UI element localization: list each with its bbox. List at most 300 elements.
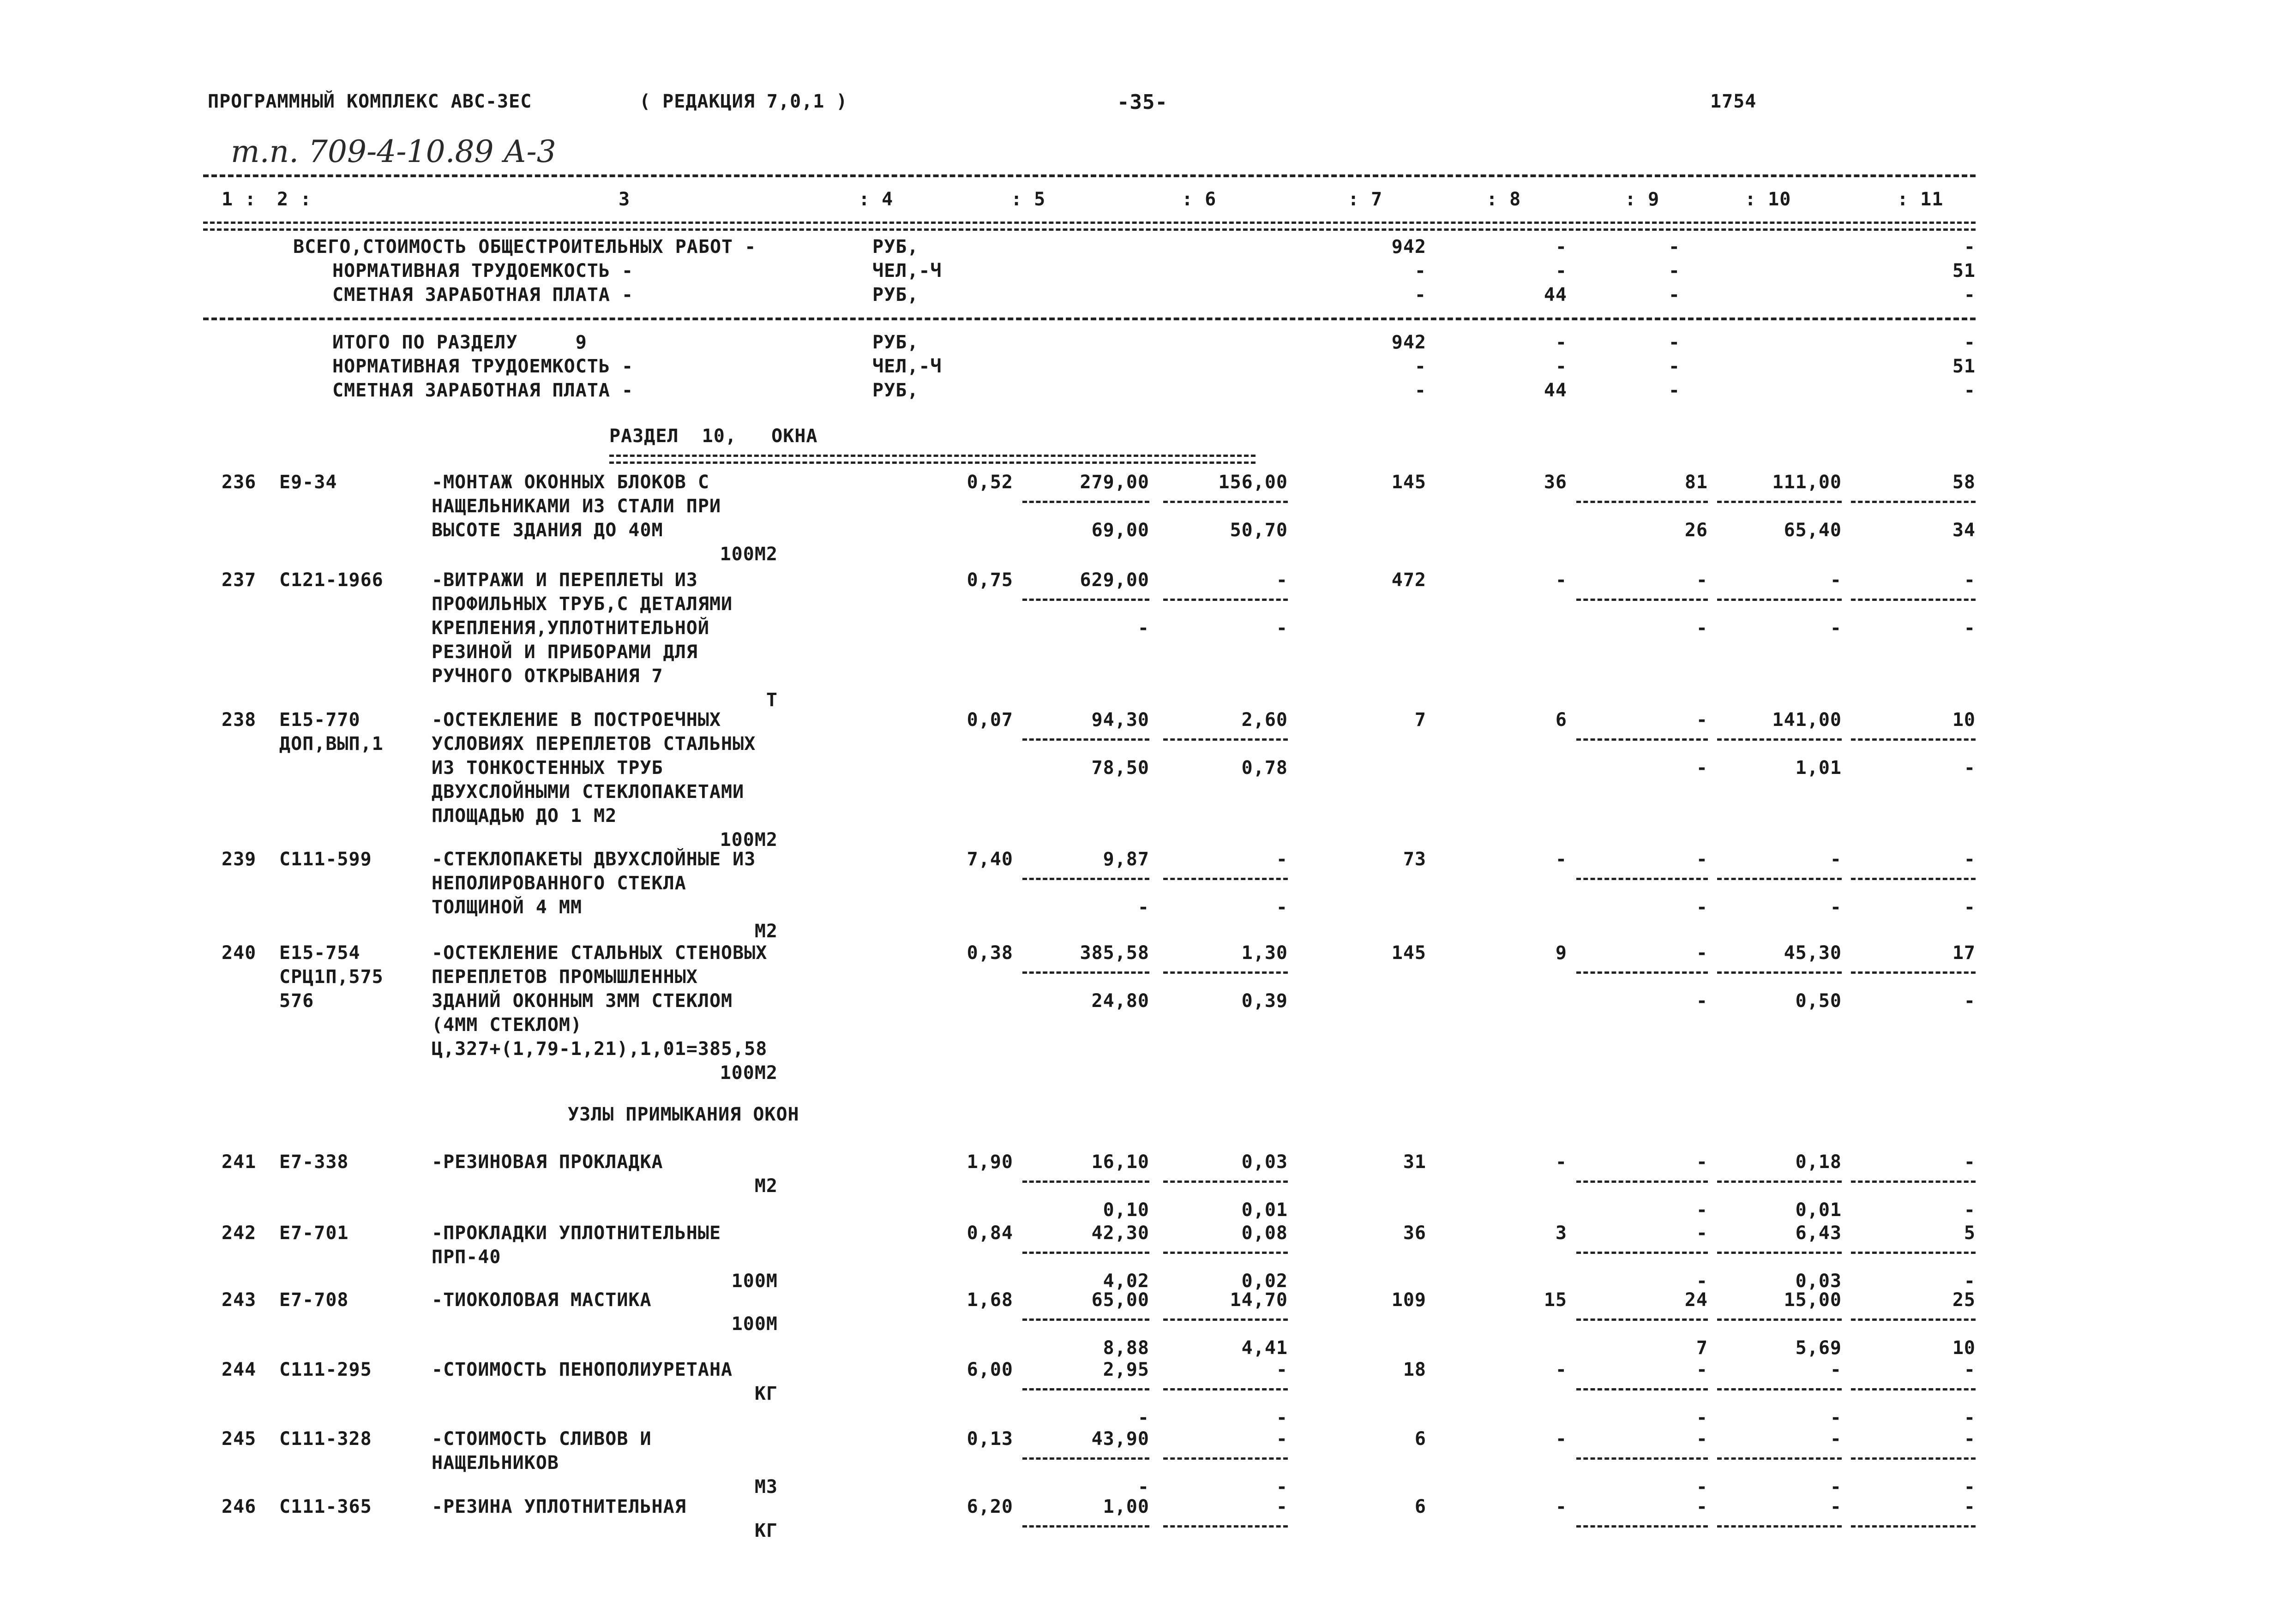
row-rule-c9 [1576, 1318, 1708, 1321]
row-description: -ВИТРАЖИ И ПЕРЕПЛЕТЫ ИЗ [432, 569, 698, 591]
row-rule-c11 [1851, 971, 1976, 974]
row-c11-lower: - [1964, 1270, 1976, 1292]
row-c10: - [1830, 1359, 1842, 1380]
row-code: СРЦ1П,575 [279, 966, 384, 988]
totals-label: НОРМАТИВНАЯ ТРУДОЕМКОСТЬ - [332, 356, 634, 377]
row-description: -СТЕКЛОПАКЕТЫ ДВУХСЛОЙНЫЕ ИЗ [432, 849, 756, 870]
row-quantity: 0,07 [967, 709, 1013, 731]
row-unit: 100М [731, 1313, 778, 1335]
row-c6-lower: 4,41 [1241, 1337, 1288, 1359]
row-c6-lower: - [1276, 1407, 1288, 1428]
row-description: ПЛОЩАДЬЮ ДО 1 М2 [432, 805, 617, 827]
row-c10-lower: 5,69 [1795, 1337, 1842, 1359]
row-c8: - [1555, 1496, 1567, 1517]
row-c8: - [1555, 1359, 1567, 1380]
column-header-11: : 11 [1897, 189, 1944, 210]
row-number: 246 [222, 1496, 257, 1517]
row-c8: - [1555, 569, 1567, 591]
row-description: ТОЛЩИНОЙ 4 ММ [432, 897, 583, 918]
totals-col8: - [1555, 260, 1567, 282]
totals-col8: - [1555, 356, 1567, 377]
row-rule-c5 [1022, 1181, 1149, 1183]
row-description: ИЗ ТОНКОСТЕННЫХ ТРУБ [432, 757, 663, 779]
row-number: 242 [222, 1222, 257, 1244]
row-rule-c6 [1163, 1525, 1288, 1528]
row-c5-lower: 78,50 [1091, 757, 1149, 779]
row-c9-lower: - [1696, 617, 1708, 639]
section-title-underline [609, 455, 1256, 464]
row-quantity: 6,00 [967, 1359, 1013, 1380]
totals-col11: - [1964, 236, 1976, 258]
row-description: -ТИОКОЛОВАЯ МАСТИКА [432, 1289, 652, 1311]
row-c5: 94,30 [1091, 709, 1149, 731]
totals-unit: РУБ, [872, 236, 919, 258]
totals-col9: - [1668, 236, 1680, 258]
column-header-2: 2 : [277, 189, 312, 210]
row-c9: - [1696, 709, 1708, 731]
row-number: 239 [222, 849, 257, 870]
row-description: НАЩЕЛЬНИКАМИ ИЗ СТАЛИ ПРИ [432, 496, 721, 517]
row-c11-lower: - [1964, 1476, 1976, 1498]
row-c11: 25 [1952, 1289, 1976, 1311]
row-c6: - [1276, 569, 1288, 591]
row-rule-c9 [1576, 1252, 1708, 1254]
totals-col8: - [1555, 332, 1567, 353]
row-c10-lower: 0,50 [1795, 990, 1842, 1012]
row-description: РЕЗИНОЙ И ПРИБОРАМИ ДЛЯ [432, 641, 698, 663]
row-c10-lower: - [1830, 1407, 1842, 1428]
row-c11: - [1964, 1496, 1976, 1517]
row-c5-lower: 24,80 [1091, 990, 1149, 1012]
row-c5-lower: 4,02 [1103, 1270, 1149, 1292]
row-rule-c6 [1163, 501, 1288, 503]
row-c6: 0,08 [1241, 1222, 1288, 1244]
row-unit: КГ [754, 1520, 778, 1541]
row-c5: 43,90 [1091, 1428, 1149, 1450]
row-c11-lower: - [1964, 897, 1976, 918]
row-rule-c10 [1717, 738, 1842, 741]
row-c6-lower: 0,78 [1241, 757, 1288, 779]
row-c9-lower: - [1696, 1199, 1708, 1221]
row-rule-c6 [1163, 1457, 1288, 1460]
row-description: УСЛОВИЯХ ПЕРЕПЛЕТОВ СТАЛЬНЫХ [432, 733, 756, 755]
totals-col8: 44 [1544, 284, 1567, 306]
row-c11: 10 [1952, 709, 1976, 731]
totals-col7: - [1414, 260, 1426, 282]
row-c5: 9,87 [1103, 849, 1149, 870]
row-rule-c10 [1717, 501, 1842, 503]
row-description: -РЕЗИНА УПЛОТНИТЕЛЬНАЯ [432, 1496, 686, 1517]
row-c7: 36 [1403, 1222, 1426, 1244]
row-c11: 5 [1964, 1222, 1976, 1244]
row-c10-lower: - [1830, 1476, 1842, 1498]
row-c9-lower: - [1696, 1476, 1708, 1498]
totals-col7: 942 [1391, 236, 1426, 258]
row-rule-c9 [1576, 738, 1708, 741]
row-c5-lower: 69,00 [1091, 520, 1149, 541]
row-c5-lower: 0,10 [1103, 1199, 1149, 1221]
totals-label: СМЕТНАЯ ЗАРАБОТНАЯ ПЛАТА - [332, 380, 634, 401]
row-c8: 3 [1555, 1222, 1567, 1244]
row-rule-c10 [1717, 1318, 1842, 1321]
row-description: -СТОИМОСТЬ СЛИВОВ И [432, 1428, 652, 1450]
row-rule-c11 [1851, 1181, 1976, 1183]
row-unit: 100М2 [720, 544, 778, 565]
row-quantity: 7,40 [967, 849, 1013, 870]
row-code: ДОП,ВЫП,1 [279, 733, 384, 755]
row-rule-c9 [1576, 1181, 1708, 1183]
row-rule-c10 [1717, 878, 1842, 880]
row-c6: - [1276, 1496, 1288, 1517]
row-rule-c6 [1163, 1252, 1288, 1254]
row-rule-c10 [1717, 1181, 1842, 1183]
row-c9-lower: - [1696, 897, 1708, 918]
row-unit: 100М2 [720, 829, 778, 851]
row-c5-lower: - [1137, 1407, 1149, 1428]
row-rule-c11 [1851, 1252, 1976, 1254]
row-c8: - [1555, 1428, 1567, 1450]
row-rule-c11 [1851, 1318, 1976, 1321]
row-rule-c10 [1717, 1525, 1842, 1528]
row-c10: 111,00 [1772, 472, 1842, 493]
row-c8: - [1555, 849, 1567, 870]
row-c9: - [1696, 1222, 1708, 1244]
row-c7: 7 [1414, 709, 1426, 731]
section-title: РАЗДЕЛ 10, ОКНА [609, 425, 818, 447]
row-code: Е9-34 [279, 472, 337, 493]
row-code: Е7-701 [279, 1222, 349, 1244]
column-header-7: : 7 [1348, 189, 1383, 210]
row-code: С111-365 [279, 1496, 372, 1517]
row-c7: 109 [1391, 1289, 1426, 1311]
totals-col9: - [1668, 380, 1680, 401]
row-rule-c6 [1163, 971, 1288, 974]
totals-label: ИТОГО ПО РАЗДЕЛУ 9 [332, 332, 587, 353]
row-c9: - [1696, 569, 1708, 591]
totals-col11: - [1964, 380, 1976, 401]
row-c6-lower: 0,39 [1241, 990, 1288, 1012]
totals-col9: - [1668, 332, 1680, 353]
row-rule-c6 [1163, 1181, 1288, 1183]
row-unit: 100М2 [720, 1062, 778, 1084]
row-rule-c11 [1851, 1525, 1976, 1528]
column-header-4: : 4 [859, 189, 894, 210]
row-code: С111-295 [279, 1359, 372, 1380]
row-c6: 2,60 [1241, 709, 1288, 731]
row-c7: 472 [1391, 569, 1426, 591]
column-header-3: 3 [619, 189, 631, 210]
row-unit: КГ [754, 1383, 778, 1404]
totals-unit: РУБ, [872, 380, 919, 401]
column-header-rule [203, 222, 1976, 231]
row-c6: - [1276, 1428, 1288, 1450]
row-c9-lower: - [1696, 990, 1708, 1012]
row-c5: 65,00 [1091, 1289, 1149, 1311]
row-c6: 1,30 [1241, 942, 1288, 964]
row-code: С111-328 [279, 1428, 372, 1450]
row-c11-lower: 34 [1952, 520, 1976, 541]
row-c7: 18 [1403, 1359, 1426, 1380]
row-number: 238 [222, 709, 257, 731]
row-rule-c10 [1717, 599, 1842, 601]
row-code: Е7-708 [279, 1289, 349, 1311]
row-description: -ПРОКЛАДКИ УПЛОТНИТЕЛЬНЫЕ [432, 1222, 721, 1244]
row-rule-c11 [1851, 501, 1976, 503]
row-description: -ОСТЕКЛЕНИЕ СТАЛЬНЫХ СТЕНОВЫХ [432, 942, 768, 964]
row-c11: - [1964, 849, 1976, 870]
row-c6-lower: 0,01 [1241, 1199, 1288, 1221]
row-c10-lower: 0,01 [1795, 1199, 1842, 1221]
row-description: -СТОИМОСТЬ ПЕНОПОЛИУРЕТАНА [432, 1359, 733, 1380]
row-c5-lower: - [1137, 617, 1149, 639]
row-c6: 0,03 [1241, 1151, 1288, 1173]
row-c10: 45,30 [1784, 942, 1842, 964]
row-unit: 100М [731, 1270, 778, 1292]
row-c6-lower: - [1276, 897, 1288, 918]
row-rule-c10 [1717, 1388, 1842, 1390]
row-description: НЕПОЛИРОВАННОГО СТЕКЛА [432, 873, 686, 894]
row-c8: 36 [1544, 472, 1567, 493]
row-c6-lower: 0,02 [1241, 1270, 1288, 1292]
row-rule-c11 [1851, 1457, 1976, 1460]
row-c10: 6,43 [1795, 1222, 1842, 1244]
row-c6: - [1276, 849, 1288, 870]
totals-unit: ЧЕЛ,-Ч [872, 260, 942, 282]
row-c6: 14,70 [1230, 1289, 1288, 1311]
totals-col11: 51 [1952, 356, 1976, 377]
row-c11: - [1964, 1359, 1976, 1380]
row-rule-c6 [1163, 599, 1288, 601]
row-c9-lower: 7 [1696, 1337, 1708, 1359]
column-header-10: : 10 [1745, 189, 1791, 210]
row-rule-c6 [1163, 1388, 1288, 1390]
totals-unit: РУБ, [872, 332, 919, 353]
row-rule-c6 [1163, 1318, 1288, 1321]
row-rule-c9 [1576, 1457, 1708, 1460]
row-c7: 145 [1391, 942, 1426, 964]
column-header-1: 1 : [222, 189, 257, 210]
row-description: (4ММ СТЕКЛОМ) [432, 1014, 583, 1036]
row-c10: - [1830, 1428, 1842, 1450]
row-rule-c10 [1717, 971, 1842, 974]
row-code: Е15-754 [279, 942, 360, 964]
totals-col8: 44 [1544, 380, 1567, 401]
totals-col7: - [1414, 356, 1426, 377]
row-c8: 15 [1544, 1289, 1567, 1311]
row-code: Е15-770 [279, 709, 360, 731]
row-c9: 24 [1684, 1289, 1708, 1311]
row-c9-lower: 26 [1684, 520, 1708, 541]
row-quantity: 0,13 [967, 1428, 1013, 1450]
row-description: ПРОФИЛЬНЫХ ТРУБ,С ДЕТАЛЯМИ [432, 593, 733, 615]
row-c5: 1,00 [1103, 1496, 1149, 1517]
row-rule-c5 [1022, 971, 1149, 974]
row-c11: - [1964, 569, 1976, 591]
row-rule-c5 [1022, 1252, 1149, 1254]
row-c10: 15,00 [1784, 1289, 1842, 1311]
row-quantity: 0,84 [967, 1222, 1013, 1244]
row-description: -ОСТЕКЛЕНИЕ В ПОСТРОЕЧНЫХ [432, 709, 721, 731]
row-c5: 279,00 [1080, 472, 1149, 493]
row-c9: - [1696, 942, 1708, 964]
row-number: 240 [222, 942, 257, 964]
row-description: ПРП-40 [432, 1246, 501, 1268]
totals-col11: 51 [1952, 260, 1976, 282]
row-c11-lower: - [1964, 1199, 1976, 1221]
row-c5-lower: 8,88 [1103, 1337, 1149, 1359]
row-description: ПЕРЕПЛЕТОВ ПРОМЫШЛЕННЫХ [432, 966, 698, 988]
row-code: Е7-338 [279, 1151, 349, 1173]
totals-unit: ЧЕЛ,-Ч [872, 356, 942, 377]
row-c7: 6 [1414, 1428, 1426, 1450]
row-rule-c5 [1022, 1457, 1149, 1460]
row-c8: 9 [1555, 942, 1567, 964]
row-c10: 0,18 [1795, 1151, 1842, 1173]
row-c10-lower: - [1830, 617, 1842, 639]
row-number: 245 [222, 1428, 257, 1450]
row-code: 576 [279, 990, 314, 1012]
row-rule-c9 [1576, 1525, 1708, 1528]
row-rule-c5 [1022, 599, 1149, 601]
row-c9: 81 [1684, 472, 1708, 493]
row-c9-lower: - [1696, 1270, 1708, 1292]
page-number: -35- [1117, 90, 1168, 114]
program-title: ПРОГРАММНЫЙ КОМПЛЕКС АВС-3ЕС [208, 91, 532, 112]
row-description: РУЧНОГО ОТКРЫВАНИЯ 7 [432, 665, 663, 687]
row-c6-lower: - [1276, 1476, 1288, 1498]
row-c5: 42,30 [1091, 1222, 1149, 1244]
row-c11: 17 [1952, 942, 1976, 964]
totals-separator [203, 318, 1976, 320]
row-c10: - [1830, 1496, 1842, 1517]
row-rule-c5 [1022, 878, 1149, 880]
row-unit: М2 [754, 921, 778, 942]
row-c10-lower: 65,40 [1784, 520, 1842, 541]
column-header-9: : 9 [1625, 189, 1660, 210]
row-c10-lower: 0,03 [1795, 1270, 1842, 1292]
totals-label: ВСЕГО,СТОИМОСТЬ ОБЩЕСТРОИТЕЛЬНЫХ РАБОТ - [293, 236, 757, 258]
column-header-5: : 5 [1011, 189, 1046, 210]
row-c9-lower: - [1696, 757, 1708, 779]
row-description: ВЫСОТЕ ЗДАНИЯ ДО 40М [432, 520, 663, 541]
row-rule-c9 [1576, 501, 1708, 503]
totals-col7: - [1414, 284, 1426, 306]
row-c7: 31 [1403, 1151, 1426, 1173]
row-c10-lower: - [1830, 897, 1842, 918]
row-rule-c11 [1851, 599, 1976, 601]
row-quantity: 1,90 [967, 1151, 1013, 1173]
row-c9: - [1696, 1151, 1708, 1173]
row-c7: 145 [1391, 472, 1426, 493]
row-unit: М3 [754, 1476, 778, 1498]
row-description: -МОНТАЖ ОКОННЫХ БЛОКОВ С [432, 472, 709, 493]
row-c9-lower: - [1696, 1407, 1708, 1428]
row-rule-c6 [1163, 738, 1288, 741]
row-c11: - [1964, 1428, 1976, 1450]
row-rule-c9 [1576, 599, 1708, 601]
row-c5: 385,58 [1080, 942, 1149, 964]
row-rule-c5 [1022, 1525, 1149, 1528]
row-c5: 16,10 [1091, 1151, 1149, 1173]
row-number: 236 [222, 472, 257, 493]
row-rule-c9 [1576, 971, 1708, 974]
row-c6: - [1276, 1359, 1288, 1380]
row-code: С121-1966 [279, 569, 384, 591]
row-quantity: 0,38 [967, 942, 1013, 964]
row-number: 237 [222, 569, 257, 591]
row-c6: 156,00 [1218, 472, 1288, 493]
row-description: -РЕЗИНОВАЯ ПРОКЛАДКА [432, 1151, 663, 1173]
row-c10: - [1830, 849, 1842, 870]
handwritten-project-ref: т.п. 709-4-10.89 А-3 [231, 134, 556, 169]
row-c11-lower: 10 [1952, 1337, 1976, 1359]
row-c11-lower: - [1964, 1407, 1976, 1428]
row-quantity: 1,68 [967, 1289, 1013, 1311]
row-rule-c9 [1576, 1388, 1708, 1390]
row-c8: - [1555, 1151, 1567, 1173]
row-c9: - [1696, 1359, 1708, 1380]
row-c5-lower: - [1137, 1476, 1149, 1498]
totals-col9: - [1668, 356, 1680, 377]
row-rule-c5 [1022, 738, 1149, 741]
row-rule-c5 [1022, 501, 1149, 503]
row-rule-c5 [1022, 1318, 1149, 1321]
totals-col7: - [1414, 380, 1426, 401]
row-quantity: 0,52 [967, 472, 1013, 493]
row-unit: М2 [754, 1175, 778, 1197]
row-rule-c6 [1163, 878, 1288, 880]
row-rule-c10 [1717, 1457, 1842, 1460]
row-rule-c5 [1022, 1388, 1149, 1390]
row-description: КРЕПЛЕНИЯ,УПЛОТНИТЕЛЬНОЙ [432, 617, 709, 639]
row-quantity: 6,20 [967, 1496, 1013, 1517]
totals-unit: РУБ, [872, 284, 919, 306]
totals-col11: - [1964, 284, 1976, 306]
column-header-8: : 8 [1486, 189, 1521, 210]
row-description: НАЩЕЛЬНИКОВ [432, 1452, 559, 1474]
row-rule-c11 [1851, 878, 1976, 880]
row-rule-c9 [1576, 878, 1708, 880]
edition-label: ( РЕДАКЦИЯ 7,0,1 ) [639, 91, 848, 112]
row-number: 243 [222, 1289, 257, 1311]
row-quantity: 0,75 [967, 569, 1013, 591]
row-c5-lower: - [1137, 897, 1149, 918]
row-c10-lower: 1,01 [1795, 757, 1842, 779]
row-c7: 6 [1414, 1496, 1426, 1517]
row-description: ДВУХСЛОЙНЫМИ СТЕКЛОПАКЕТАМИ [432, 781, 745, 803]
column-header-6: : 6 [1182, 189, 1217, 210]
row-c11-lower: - [1964, 757, 1976, 779]
row-c5: 2,95 [1103, 1359, 1149, 1380]
totals-label: СМЕТНАЯ ЗАРАБОТНАЯ ПЛАТА - [332, 284, 634, 306]
row-c5: 629,00 [1080, 569, 1149, 591]
row-rule-c11 [1851, 1388, 1976, 1390]
row-c10: - [1830, 569, 1842, 591]
row-unit: Т [766, 689, 778, 711]
row-c7: 73 [1403, 849, 1426, 870]
totals-col8: - [1555, 236, 1567, 258]
totals-col9: - [1668, 260, 1680, 282]
sheet-number: 1754 [1710, 91, 1757, 112]
row-c9: - [1696, 849, 1708, 870]
row-c6-lower: 50,70 [1230, 520, 1288, 541]
row-c8: 6 [1555, 709, 1567, 731]
row-c10: 141,00 [1772, 709, 1842, 731]
row-number: 244 [222, 1359, 257, 1380]
row-rule-c10 [1717, 1252, 1842, 1254]
subsection-title: УЗЛЫ ПРИМЫКАНИЯ ОКОН [568, 1104, 799, 1125]
totals-col7: 942 [1391, 332, 1426, 353]
